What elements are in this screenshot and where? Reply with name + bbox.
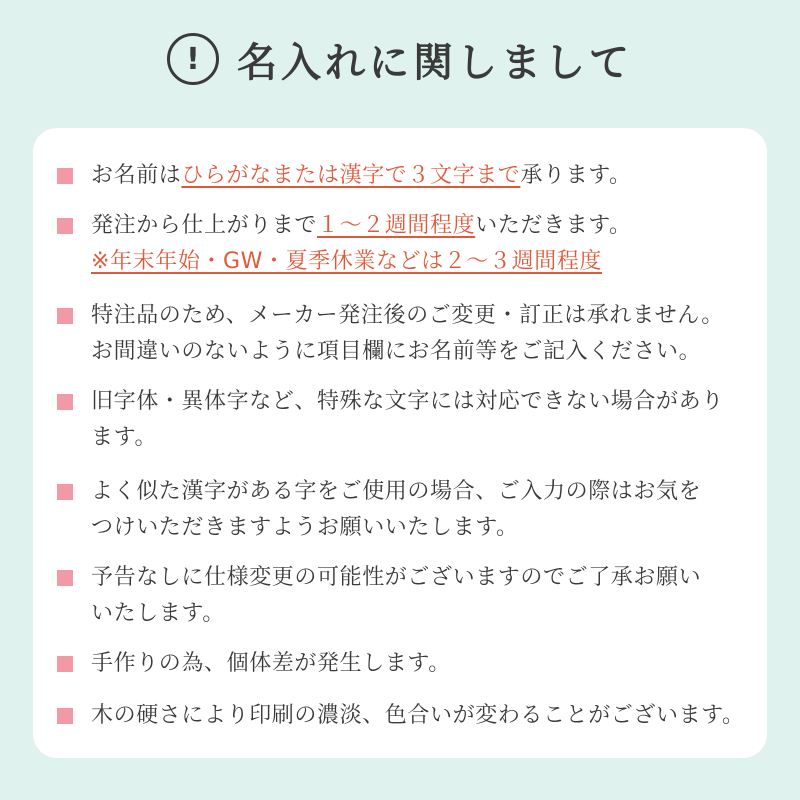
page-title: 名入れに関しまして [237, 39, 633, 86]
list-item-text [91, 560, 701, 632]
item-text-prefix: 発注から仕上がりまで [91, 213, 318, 238]
item-text-line: ます。 [91, 425, 158, 450]
item-text-highlight: １〜２週間程度 [317, 213, 476, 238]
list-item-no-changes [57, 298, 747, 370]
list-item-text [91, 474, 701, 546]
list-item-text [91, 646, 451, 682]
list-item-text [91, 298, 724, 370]
item-text-holiday-note: ※年末年始・GW・夏季休業などは２〜３週間程度 [91, 249, 603, 274]
item-text-line: お間違いのないように項目欄にお名前等をご記入ください。 [91, 339, 702, 364]
square-bullet-icon [57, 168, 73, 184]
square-bullet-icon [57, 218, 73, 234]
item-text-suffix: 承ります。 [520, 163, 632, 188]
item-text-line: 木の硬さにより印刷の濃淡、色合いが変わることがございます。 [91, 703, 745, 728]
list-item-spec-change [57, 560, 747, 632]
item-text-line: 手作りの為、個体差が発生します。 [91, 651, 451, 676]
item-text-highlight: ひらがなまたは漢字で３文字まで [181, 163, 521, 188]
list-item-text [91, 698, 745, 734]
header [0, 22, 800, 96]
square-bullet-icon [57, 394, 73, 410]
list-item-text [91, 158, 632, 194]
item-text-line: 予告なしに仕様変更の可能性がございますのでご了承お願い [91, 565, 702, 590]
list-item-wood-hardness [57, 698, 747, 734]
square-bullet-icon [57, 708, 73, 724]
list-item-special-characters [57, 384, 747, 456]
item-text-line: いたします。 [91, 601, 225, 626]
notice-card [33, 128, 767, 758]
list-item-text [91, 384, 724, 456]
list-item-similar-kanji [57, 474, 747, 546]
item-text-prefix: お名前は [91, 163, 182, 188]
item-text-line: 特注品のため、メーカー発注後のご変更・訂正は承れません。 [91, 303, 724, 328]
item-text-line: 旧字体・異体字など、特殊な文字には対応できない場合があり [91, 389, 724, 414]
list-item-name-limit [57, 158, 747, 194]
list-item-text [91, 208, 632, 280]
square-bullet-icon [57, 656, 73, 672]
list-item-handmade [57, 646, 747, 682]
item-text-suffix: いただきます。 [475, 213, 632, 238]
item-text-line: つけいただきますようお願いいたします。 [91, 515, 519, 540]
square-bullet-icon [57, 570, 73, 586]
item-text-line: よく似た漢字がある字をご使用の場合、ご入力の際はお気を [91, 479, 702, 504]
square-bullet-icon [57, 484, 73, 500]
list-item-lead-time [57, 208, 747, 280]
square-bullet-icon [57, 308, 73, 324]
exclamation-circle-icon: ! [167, 33, 219, 85]
